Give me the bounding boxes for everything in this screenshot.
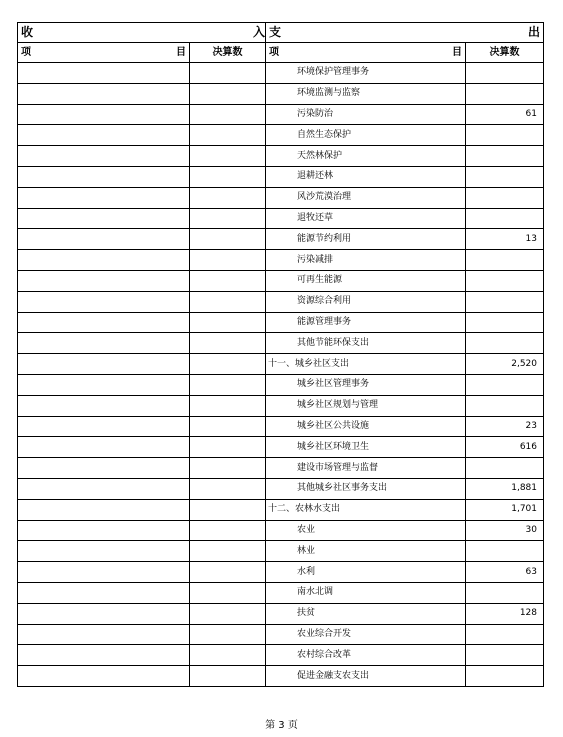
income-amount-cell [190,291,266,312]
table-row [18,374,544,395]
expense-header-right: 出 [527,25,540,39]
income-header-left: 收 [21,25,34,39]
expense-amount-value [466,624,544,645]
expense-item-label: 林业 [266,541,466,562]
table-row [18,104,544,125]
income-amount-header: 决算数 [190,43,266,63]
income-amount-cell [190,229,266,250]
income-item-cell [18,499,190,520]
expense-item-label: 农业 [266,520,466,541]
table-row [18,125,544,146]
table-row [18,333,544,354]
table-row [18,208,544,229]
expense-amount-value [466,166,544,187]
expense-amount-value: 23 [466,416,544,437]
table-row [18,666,544,687]
table-row [18,83,544,104]
income-amount-cell [190,645,266,666]
income-item-cell [18,666,190,687]
expense-amount-value [466,582,544,603]
expense-item-label: 促进金融支农支出 [266,666,466,687]
table-row [18,437,544,458]
income-item-cell [18,270,190,291]
table-row [18,291,544,312]
income-item-header-left: 项 [21,47,31,58]
expense-item-label: 能源节约利用 [266,229,466,250]
expense-item-label: 污染减排 [266,250,466,271]
expense-item-label: 可再生能源 [266,270,466,291]
income-item-cell [18,645,190,666]
income-item-cell [18,208,190,229]
expense-item-label: 水利 [266,562,466,583]
income-amount-cell [190,437,266,458]
table-row [18,312,544,333]
income-amount-cell [190,63,266,84]
income-amount-cell [190,166,266,187]
income-item-header-right: 目 [176,47,186,58]
expense-amount-value: 30 [466,520,544,541]
expense-amount-value [466,291,544,312]
budget-report-table [17,22,544,687]
income-amount-cell [190,603,266,624]
expense-amount-value [466,187,544,208]
income-item-header [18,43,190,63]
expense-item-label: 农业综合开发 [266,624,466,645]
income-item-cell [18,166,190,187]
table-row [18,166,544,187]
header-row-income-expense [18,23,544,43]
expense-amount-value [466,83,544,104]
expense-header-cell [266,23,544,43]
income-item-cell [18,125,190,146]
income-amount-cell [190,354,266,375]
expense-item-label: 风沙荒漠治理 [266,187,466,208]
expense-item-label: 天然林保护 [266,146,466,167]
expense-amount-value [466,250,544,271]
expense-item-label: 能源管理事务 [266,312,466,333]
expense-item-label: 环境保护管理事务 [266,63,466,84]
income-item-cell [18,291,190,312]
income-header-cell [18,23,266,43]
income-amount-cell [190,458,266,479]
expense-item-label: 其他城乡社区事务支出 [266,478,466,499]
expense-item-label: 城乡社区规划与管理 [266,395,466,416]
expense-amount-value [466,374,544,395]
expense-item-label: 其他节能环保支出 [266,333,466,354]
table-row [18,250,544,271]
expense-amount-value [466,395,544,416]
income-item-cell [18,416,190,437]
table-row [18,270,544,291]
table-row [18,458,544,479]
expense-item-label: 城乡社区管理事务 [266,374,466,395]
income-amount-cell [190,374,266,395]
expense-item-header [266,43,466,63]
income-amount-cell [190,208,266,229]
expense-amount-value: 1,701 [466,499,544,520]
income-item-cell [18,333,190,354]
table-row [18,645,544,666]
income-amount-cell [190,395,266,416]
expense-item-label: 十一、城乡社区支出 [266,354,466,375]
income-amount-cell [190,520,266,541]
income-amount-cell [190,83,266,104]
income-amount-cell [190,666,266,687]
income-item-cell [18,63,190,84]
income-item-cell [18,458,190,479]
income-item-cell [18,541,190,562]
expense-amount-value [466,333,544,354]
expense-amount-value [466,666,544,687]
income-amount-cell [190,416,266,437]
expense-item-label: 资源综合利用 [266,291,466,312]
income-item-cell [18,229,190,250]
income-amount-cell [190,582,266,603]
income-amount-cell [190,125,266,146]
expense-item-label: 扶贫 [266,603,466,624]
income-header-right: 入 [252,25,265,39]
expense-amount-value: 616 [466,437,544,458]
expense-item-label: 建设市场管理与监督 [266,458,466,479]
income-item-cell [18,312,190,333]
expense-item-label: 城乡社区环境卫生 [266,437,466,458]
income-amount-cell [190,499,266,520]
income-item-cell [18,83,190,104]
table-row [18,229,544,250]
expense-item-label: 自然生态保护 [266,125,466,146]
table-row [18,624,544,645]
income-item-cell [18,520,190,541]
income-item-cell [18,624,190,645]
expense-amount-value [466,541,544,562]
income-item-cell [18,562,190,583]
expense-item-label: 十二、农林水支出 [266,499,466,520]
income-item-cell [18,374,190,395]
expense-amount-value [466,270,544,291]
expense-amount-header: 决算数 [466,43,544,63]
expense-item-label: 南水北调 [266,582,466,603]
income-item-cell [18,395,190,416]
table-row [18,499,544,520]
table-row [18,63,544,84]
expense-item-header-left: 项 [269,47,279,58]
income-amount-cell [190,478,266,499]
expense-amount-value: 2,520 [466,354,544,375]
income-item-cell [18,250,190,271]
expense-amount-value: 13 [466,229,544,250]
expense-item-label: 农村综合改革 [266,645,466,666]
income-amount-cell [190,312,266,333]
expense-amount-value: 1,881 [466,478,544,499]
table-row [18,354,544,375]
expense-header-left: 支 [269,25,282,39]
expense-amount-value [466,146,544,167]
table-row [18,562,544,583]
expense-item-label: 退耕还林 [266,166,466,187]
income-item-cell [18,354,190,375]
income-amount-cell [190,624,266,645]
expense-amount-value: 128 [466,603,544,624]
income-item-cell [18,187,190,208]
expense-item-label: 城乡社区公共设施 [266,416,466,437]
table-row [18,478,544,499]
income-item-cell [18,582,190,603]
income-amount-cell [190,333,266,354]
header-row-columns [18,43,544,63]
income-item-cell [18,146,190,167]
income-amount-cell [190,250,266,271]
expense-amount-value: 63 [466,562,544,583]
expense-item-label: 环境监测与监察 [266,83,466,104]
income-item-cell [18,437,190,458]
expense-amount-value [466,125,544,146]
table-row [18,187,544,208]
table-row [18,416,544,437]
expense-item-label: 污染防治 [266,104,466,125]
expense-amount-value [466,645,544,666]
income-amount-cell [190,104,266,125]
expense-item-label: 退牧还草 [266,208,466,229]
expense-amount-value [466,208,544,229]
expense-amount-value [466,63,544,84]
income-amount-cell [190,562,266,583]
expense-item-header-right: 目 [452,47,462,58]
table-row [18,603,544,624]
income-amount-cell [190,541,266,562]
income-amount-cell [190,270,266,291]
table-row [18,582,544,603]
income-item-cell [18,603,190,624]
expense-amount-value [466,458,544,479]
income-amount-cell [190,187,266,208]
table-row [18,541,544,562]
table-row [18,146,544,167]
income-item-cell [18,478,190,499]
income-amount-cell [190,146,266,167]
table-row [18,520,544,541]
expense-amount-value [466,312,544,333]
expense-amount-value: 61 [466,104,544,125]
page-number: 第 3 页 [265,720,298,731]
table-row [18,395,544,416]
income-item-cell [18,104,190,125]
